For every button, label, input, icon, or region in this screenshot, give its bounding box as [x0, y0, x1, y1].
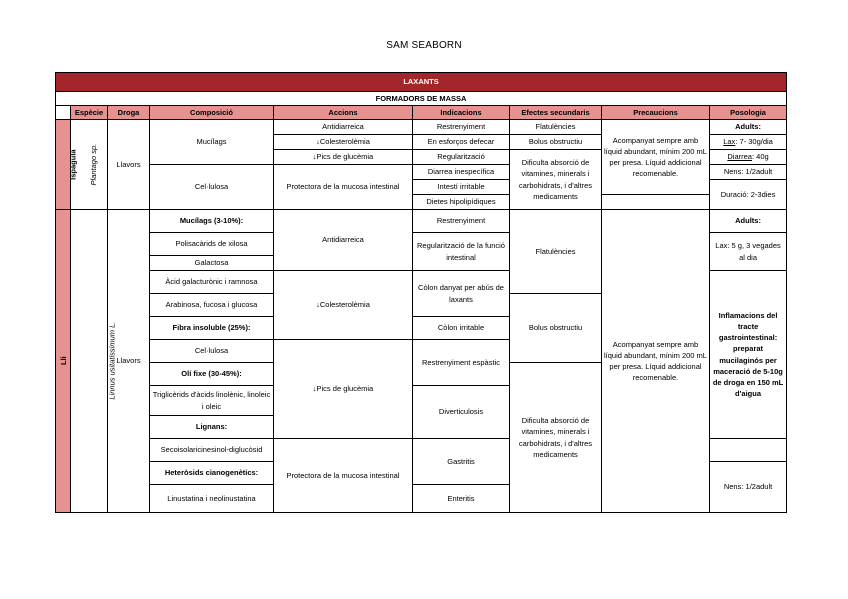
header-blank [56, 106, 71, 120]
composition-cell: Arabinosa, fucosa i glucosa [150, 294, 274, 317]
table-subtitle: FORMADORS DE MASSA [56, 92, 787, 106]
composition-cell: Polisacàrids de xilosa [150, 233, 274, 256]
dosage-lax: Lax: 7- 30g/dia [710, 135, 787, 150]
action-cell: Antidiarreica [274, 120, 413, 135]
action-cell: ↓Colesterolèmia [274, 271, 413, 340]
composition-cell: Heteròsids cianogenètics: [150, 462, 274, 485]
header-indicacions: Indicacions [413, 106, 510, 120]
composition-cell: Linustatina i neolinustatina [150, 485, 274, 513]
header-especie: Espècie [71, 106, 108, 120]
indication-cell: Còlon danyat per abús de laxants [413, 271, 510, 317]
document-author: SAM SEABORN [386, 40, 462, 51]
drug-ispagula: Llavors [108, 120, 150, 210]
precautions-spacer [602, 195, 710, 210]
header-droga: Droga [108, 106, 150, 120]
side-effect-cell: Flatulències [510, 120, 602, 135]
dosage-spacer [710, 439, 787, 462]
indication-cell: Diverticulosis [413, 386, 510, 439]
action-cell: Protectora de la mucosa intestinal [274, 165, 413, 210]
dosage-nens: Nens: 1/2adult [710, 462, 787, 513]
indication-cell: Dietes hipolipídiques [413, 195, 510, 210]
composition-cell: Fibra insoluble (25%): [150, 317, 274, 340]
side-effect-cell: Bolus obstructiu [510, 135, 602, 150]
dosage-duracio: Duració: 2-3dies [710, 180, 787, 210]
dosage-adults: Adults: [710, 120, 787, 135]
header-accions: Accions [274, 106, 413, 120]
composition-cell: Lignans: [150, 416, 274, 439]
indication-cell: Diarrea inespecífica [413, 165, 510, 180]
action-cell: ↓Colesterolèmia [274, 135, 413, 150]
action-cell: Antidiarreica [274, 210, 413, 271]
composition-cell: Galactosa [150, 256, 274, 271]
laxatives-table [55, 72, 787, 513]
side-effect-cell: Dificulta absorció de vitamines, minerals i carbohidrats, i d'altres medicaments [510, 363, 602, 513]
composition-cell: Mucílags (3-10%): [150, 210, 274, 233]
indication-cell: Restrenyiment [413, 210, 510, 233]
dosage-inflammation: Inflamacions del tracte gastrointestinal: preparat mucilaginós per maceració de 5-10g de droga en 150 mL d'aigua [710, 271, 787, 439]
header-composicio: Composició [150, 106, 274, 120]
indication-cell: En esforços defecar [413, 135, 510, 150]
side-effect-cell: Bolus obstructiu [510, 294, 602, 363]
precautions-li: Acompanyat sempre amb líquid abundant, mínim 200 mL per presa. Líquid addicional recomenable. [602, 210, 710, 513]
precautions-ispagula: Acompanyat sempre amb líquid abundant, mínim 200 mL per presa. Líquid addicional recomenable. [602, 120, 710, 195]
header-precaucions: Precaucions [602, 106, 710, 120]
action-cell: Protectora de la mucosa intestinal [274, 439, 413, 513]
indication-cell: Regularització de la funció intestinal [413, 233, 510, 271]
composition-cell: Triglicèrids d'àcids linolènic, linoleic i oleic [150, 386, 274, 416]
action-cell: ↓Pics de glucèmia [274, 340, 413, 439]
indication-cell: Restrenyiment [413, 120, 510, 135]
group-label-ispagula: Ispàgula [56, 120, 71, 210]
group-label-li: Lli [56, 210, 71, 513]
dosage-nens: Nens: 1/2adult [710, 165, 787, 180]
table-title: LAXANTS [56, 73, 787, 92]
side-effect-cell: Dificulta absorció de vitamines, minerals i carbohidrats, i d'altres medicaments [510, 150, 602, 210]
indication-cell: Intestí irritable [413, 180, 510, 195]
header-posologia: Posologia [710, 106, 787, 120]
header-efectes: Efectes secundaris [510, 106, 602, 120]
dosage-adults: Adults: [710, 210, 787, 233]
indication-cell: Restrenyiment espàstic [413, 340, 510, 386]
composition-cell: Àcid galacturònic i ramnosa [150, 271, 274, 294]
species-ispagula: Plantago sp. [71, 120, 108, 210]
drug-li: Llavors [108, 210, 150, 513]
indication-cell: Enteritis [413, 485, 510, 513]
dosage-diarrea: Diarrea: 40g [710, 150, 787, 165]
dosage-lax: Lax: 5 g, 3 vegades al dia [710, 233, 787, 271]
composition-cell: Mucílags [150, 120, 274, 165]
composition-cell: Secoisolaricinesinol-diglucòsid [150, 439, 274, 462]
indication-cell: Regularització [413, 150, 510, 165]
indication-cell: Gastritis [413, 439, 510, 485]
composition-cell: Cel·lulosa [150, 165, 274, 210]
action-cell: ↓Pics de glucèmia [274, 150, 413, 165]
composition-cell: Olí fixe (30-45%): [150, 363, 274, 386]
side-effect-cell: Flatulències [510, 210, 602, 294]
indication-cell: Còlon irritable [413, 317, 510, 340]
composition-cell: Cel·lulosa [150, 340, 274, 363]
species-li: Linnus usitatissimum L. [71, 210, 108, 513]
